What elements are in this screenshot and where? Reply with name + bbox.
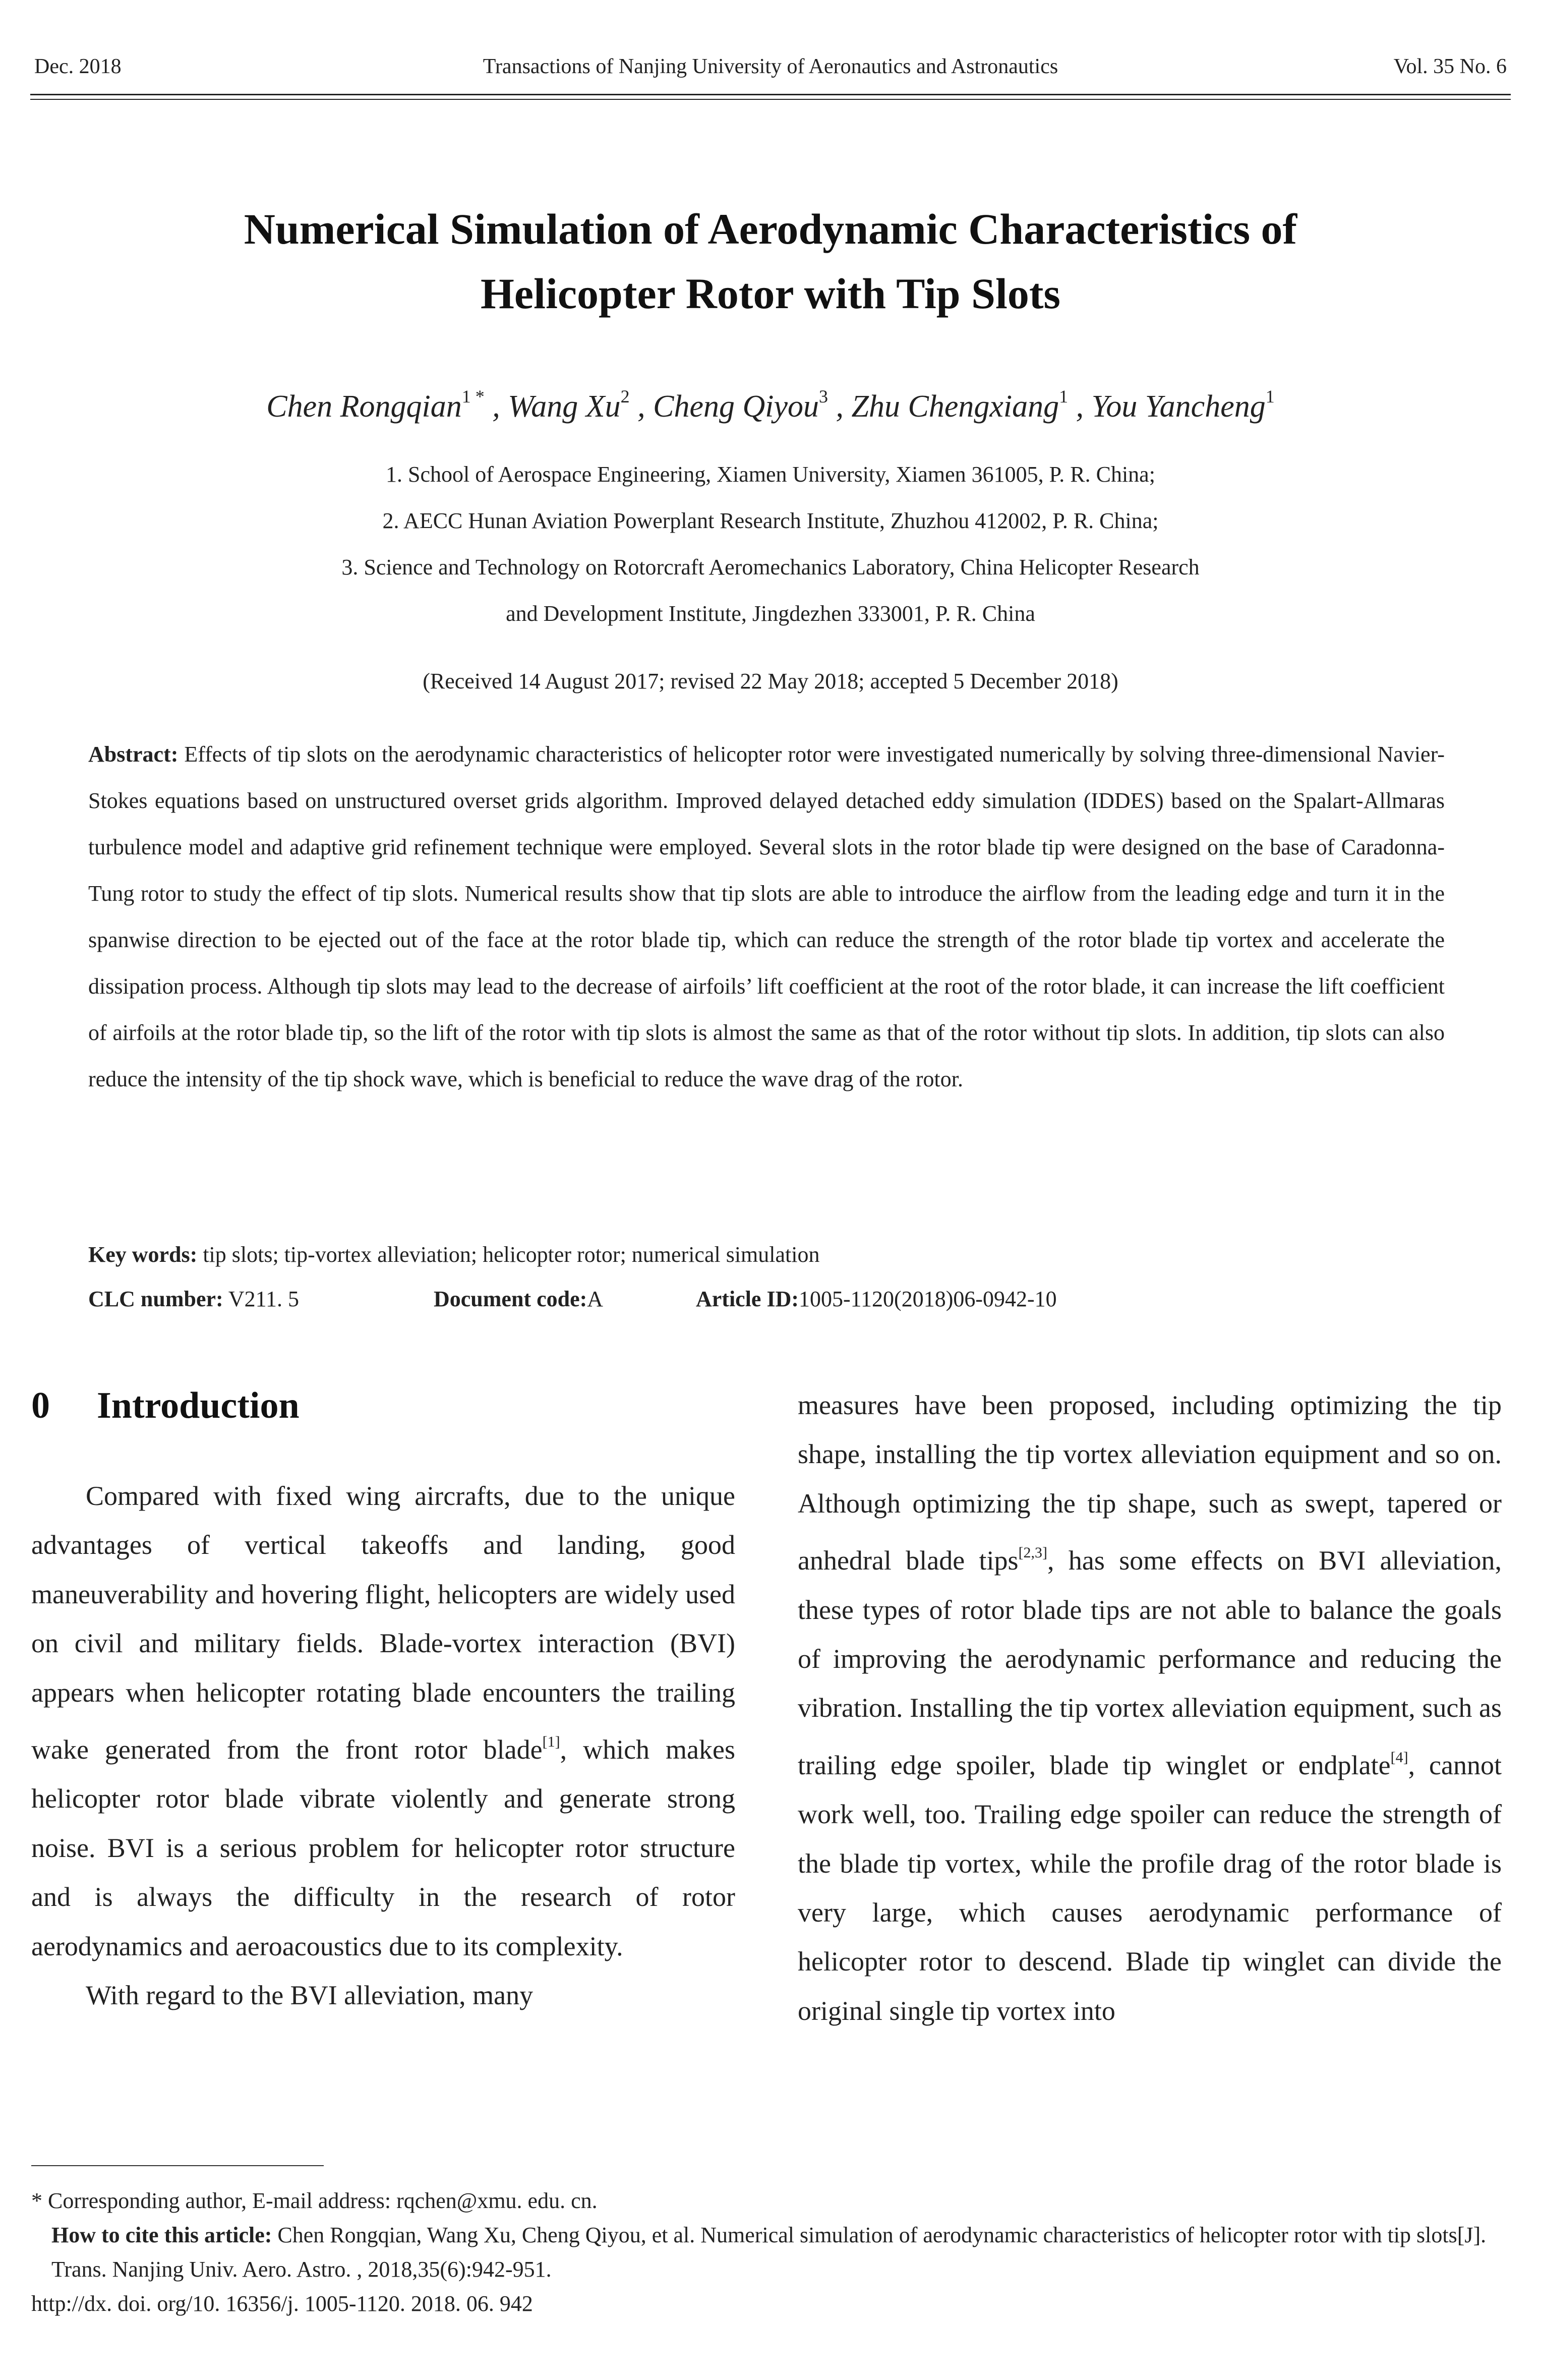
header-volume: Vol. 35 No. 6: [1393, 55, 1507, 78]
affiliation-2: 2. AECC Hunan Aviation Powerplant Research Institute, Zhuzhou 412002, P. R. China;: [382, 508, 1159, 533]
abstract-text: Effects of tip slots on the aerodynamic characteristics of helicopter rotor were investigated numerically by solving three-dimensional Navier-Stokes equations based on unstructured overset grids algorithm. Improved delayed detached eddy simulation (IDDES) based on the Spalart-Allmaras turbulence model and adaptive grid refinement technique were employed. Several slots in the rotor blade tip were designed on the base of Caradonna-Tung rotor to study the effect of tip slots. Numerical results show that tip slots are able to introduce the airflow from the leading edge and turn it in the spanwise direction to be ejected out of the face at the rotor blade tip, which can reduce the strength of the rotor blade tip vortex and accelerate the dissipation process. Although tip slots may lead to the decrease of airfoils’ lift coefficient at the root of the rotor blade, it can increase the lift coefficient of airfoils at the rotor blade tip, so the lift of the rotor with tip slots is almost the same as that of the rotor without tip slots. In addition, tip slots can also reduce the intensity of the tip shock wave, which is beneficial to reduce the wave drag of the rotor.: [88, 742, 1445, 1091]
author-name: Wang Xu: [508, 389, 621, 424]
author-separator: ,: [484, 389, 508, 424]
keywords-text: tip slots; tip-vortex alleviation; helicopter rotor; numerical simulation: [197, 1242, 820, 1267]
doc-code-label: Document code:: [434, 1287, 587, 1311]
footnote-rule: [31, 2165, 324, 2166]
paragraph-text: , cannot work well, too. Trailing edge spoiler can reduce the strength of the blade tip vortex, while the profile drag of the rotor blade is very large, which causes aerodynamic performance of helicopter rotor to descend. Blade tip winglet can divide the original single tip vortex into: [798, 1750, 1502, 2026]
left-column: [31, 1472, 735, 2020]
paragraph-text: , has some effects on BVI alleviation, these types of rotor blade tips are not able to balance the goals of improving the aerodynamic performance and reducing the vibration. Installing the tip vortex alleviation equipment, such as trailing edge spoiler, blade tip winglet or endplate: [798, 1545, 1502, 1780]
author-name: Cheng Qiyou: [653, 389, 819, 424]
author-list: [50, 386, 1491, 425]
cite-text: Chen Rongqian, Wang Xu, Cheng Qiyou, et al. Numerical simulation of aerodynamic characteristics of helicopter rotor with tip slots[J]. Trans. Nanjing Univ. Aero. Astro. , 2018,35(6):942-951.: [51, 2223, 1487, 2282]
header-rule-thin: [30, 99, 1511, 100]
clc-label: CLC number:: [88, 1287, 223, 1311]
author-separator: ,: [827, 389, 852, 424]
received-dates: (Received 14 August 2017; revised 22 May 2018; accepted 5 December 2018): [423, 669, 1118, 693]
author-sup: 1: [1265, 386, 1275, 407]
paper-title: [76, 197, 1465, 326]
doi-link[interactable]: http://dx. doi. org/10. 16356/j. 1005-1120. 2018. 06. 942: [31, 2291, 533, 2316]
citation-note: [31, 2218, 1509, 2287]
clc-number: [88, 1286, 299, 1312]
paragraph: With regard to the BVI alleviation, many: [86, 1980, 534, 2011]
header-rule: [30, 94, 1511, 95]
affiliation-1: 1. School of Aerospace Engineering, Xiamen University, Xiamen 361005, P. R. China;: [386, 462, 1155, 487]
author-sup: 2: [620, 386, 630, 407]
author-name: You Yancheng: [1091, 389, 1266, 424]
cite-label: How to cite this article:: [51, 2223, 272, 2247]
clc-value: V211. 5: [223, 1287, 300, 1311]
running-header: [30, 54, 1511, 85]
author-sup: 1 *: [461, 386, 485, 407]
doc-code-value: A: [587, 1287, 604, 1311]
right-column: [798, 1381, 1502, 2036]
paragraph: [31, 1472, 735, 1971]
paragraph-text: , which makes helicopter rotor blade vibrate violently and generate strong noise. BVI is a serious problem for helicopter rotor structure and is always the difficulty in the research of rotor aerodynamics and aeroacoustics due to its complexity.: [31, 1734, 735, 1961]
citation-ref[interactable]: [4]: [1390, 1749, 1408, 1766]
abstract-label: Abstract:: [88, 742, 179, 767]
author-name: Zhu Chengxiang: [851, 389, 1059, 424]
article-id-label: Article ID:: [696, 1287, 799, 1311]
abstract: [88, 731, 1445, 1102]
section-number: 0: [31, 1385, 50, 1426]
title-line-1: Numerical Simulation of Aerodynamic Characteristics of: [244, 205, 1297, 253]
header-journal: Transactions of Nanjing University of Aeronautics and Astronautics: [483, 55, 1058, 78]
author-separator: ,: [1068, 389, 1092, 424]
header-date: Dec. 2018: [34, 55, 122, 78]
keywords: [88, 1242, 1445, 1267]
citation-ref[interactable]: [1]: [542, 1733, 560, 1751]
citation-ref[interactable]: [2,3]: [1018, 1544, 1048, 1561]
paragraph-text: Compared with fixed wing aircrafts, due to the unique advantages of vertical takeoffs and landing, good maneuverability and hovering flight, helicopters are widely used on civil and military fields. Blade-vortex interaction (BVI) appears when helicopter rotating blade encounters the trailing wake generated from the front rotor blade: [31, 1481, 735, 1765]
affiliation-3: 3. Science and Technology on Rotorcraft Aeromechanics Laboratory, China Helicopter Research: [341, 555, 1200, 579]
title-line-2: Helicopter Rotor with Tip Slots: [481, 269, 1060, 318]
paragraph: [798, 1381, 1502, 2036]
author-separator: ,: [629, 389, 654, 424]
document-code: [434, 1286, 603, 1312]
keywords-label: Key words:: [88, 1242, 198, 1267]
author-name: Chen Rongqian: [266, 389, 462, 424]
author-sup: 3: [818, 386, 828, 407]
article-id-value: 1005-1120(2018)06-0942-10: [799, 1287, 1057, 1311]
corresponding-author-note: * Corresponding author, E-mail address: rqchen@xmu. edu. cn.: [31, 2188, 598, 2213]
affiliation-3-cont: and Development Institute, Jingdezhen 333001, P. R. China: [506, 601, 1035, 626]
paragraph-text: measures have been proposed, including optimizing the tip shape, installing the tip vortex alleviation equipment and so on. Although optimizing the tip shape, such as swept, tapered or anhedral blade tips: [798, 1390, 1502, 1576]
article-id: [696, 1286, 1057, 1312]
section-heading: [31, 1384, 300, 1427]
section-title: Introduction: [97, 1385, 300, 1426]
footnotes: [31, 2184, 1509, 2321]
author-sup: 1: [1059, 386, 1069, 407]
